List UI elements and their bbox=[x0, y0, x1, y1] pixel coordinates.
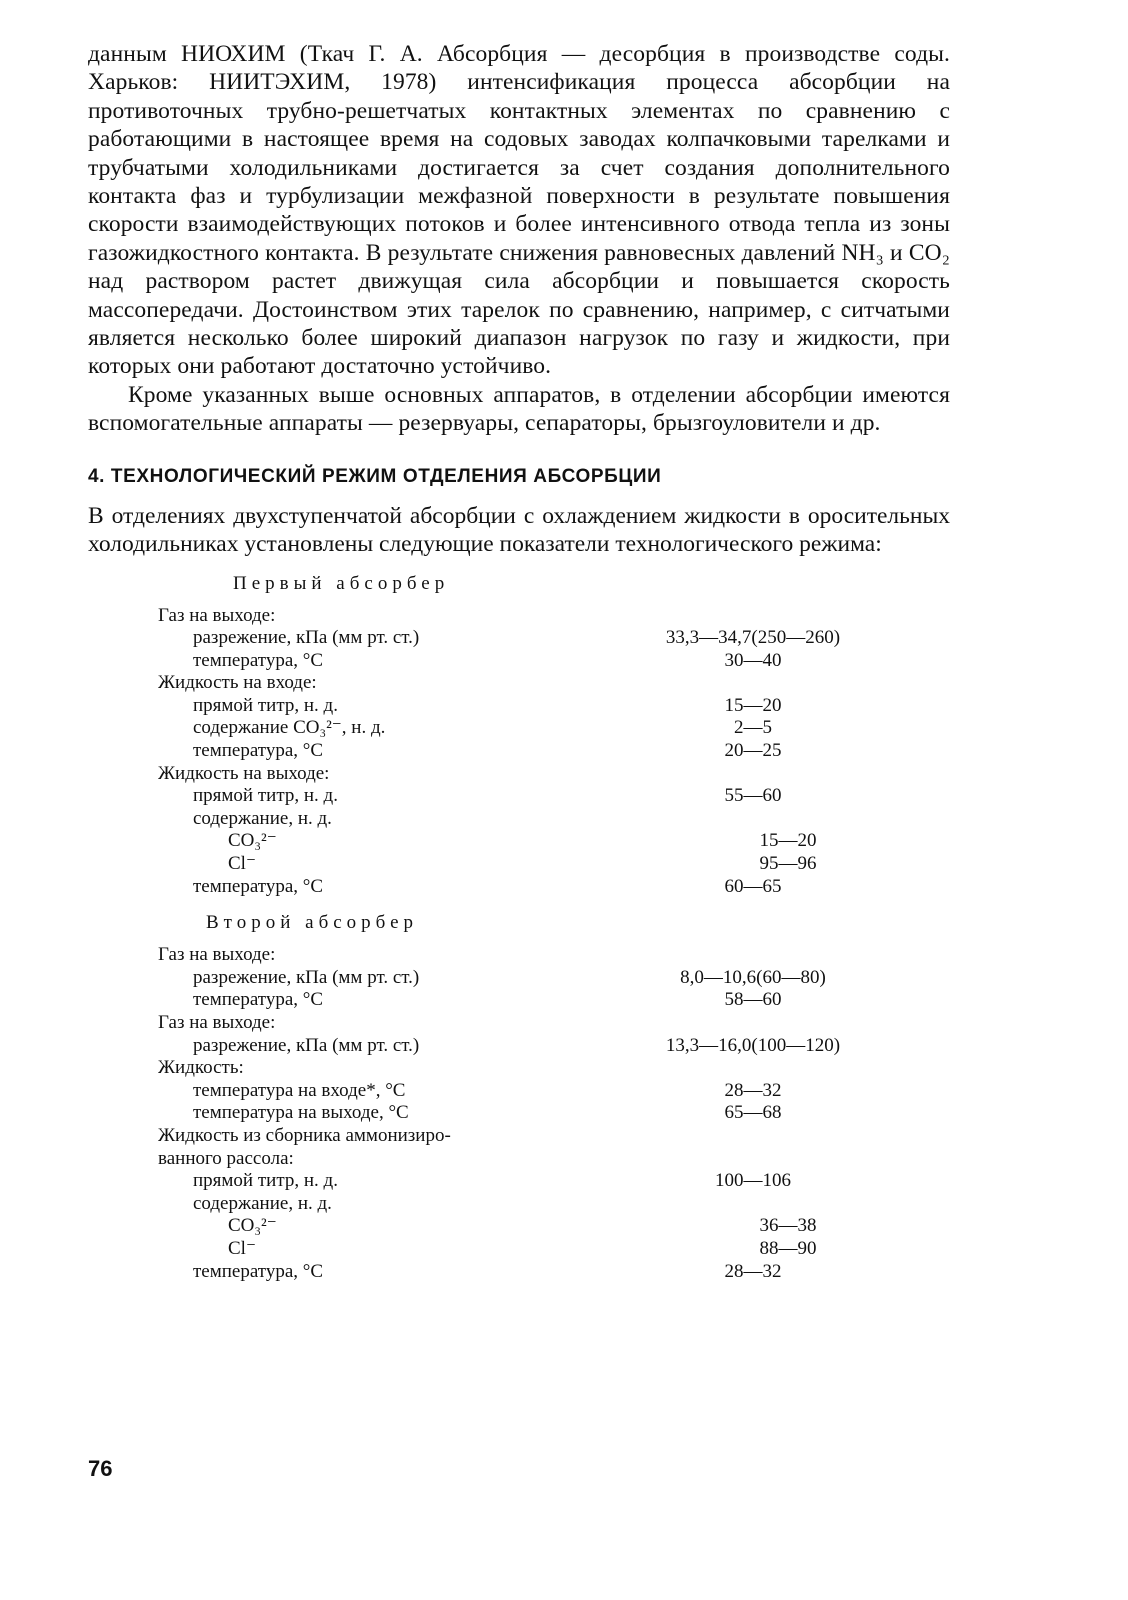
row-label: Жидкость из сборника аммонизиро- bbox=[158, 1124, 451, 1146]
row-value: 20—25 bbox=[724, 740, 782, 762]
row-label: Жидкость на входе: bbox=[158, 672, 317, 694]
row-label: температура, °С bbox=[193, 989, 324, 1011]
table-row bbox=[158, 1238, 938, 1261]
row-value: 15—20 bbox=[724, 694, 782, 716]
row-value bbox=[618, 1012, 818, 1035]
table-row bbox=[158, 876, 938, 899]
table-row bbox=[158, 944, 938, 967]
body-paragraph-2: Кроме указанных выше основных аппаратов, в отделении абсорбции имеются вспомогательные аппараты — резервуары, сепараторы, брызгоуловители и др. bbox=[88, 381, 950, 437]
row-label: ванного рассола: bbox=[158, 1147, 294, 1169]
table-row bbox=[158, 627, 938, 650]
row-label: Cl⁻ bbox=[228, 1237, 256, 1259]
row-value bbox=[618, 1125, 818, 1148]
row-label: прямой титр, н. д. bbox=[193, 694, 338, 716]
row-label: CO₃²⁻ bbox=[228, 830, 277, 852]
row-value: 100—106 bbox=[715, 1170, 791, 1192]
row-value: 55—60 bbox=[724, 785, 782, 807]
document-page bbox=[88, 40, 950, 1283]
row-label: прямой титр, н. д. bbox=[193, 1170, 338, 1192]
table-row bbox=[158, 650, 938, 673]
row-label: разрежение, кПа (мм рт. ст.) bbox=[193, 966, 420, 988]
row-label: температура на выходе, °С bbox=[193, 1102, 409, 1124]
first-absorber-title: Первый абсорбер bbox=[233, 572, 450, 594]
table-row bbox=[158, 1148, 938, 1171]
row-value: 36—38 bbox=[759, 1215, 817, 1237]
table-row bbox=[158, 989, 938, 1012]
row-label: Газ на выходе: bbox=[158, 604, 276, 626]
row-value bbox=[653, 1193, 853, 1216]
table-row bbox=[158, 763, 938, 786]
row-value: 60—65 bbox=[724, 875, 782, 897]
table-row bbox=[158, 1261, 938, 1284]
row-value bbox=[618, 672, 818, 695]
row-label: Жидкость на выходе: bbox=[158, 762, 330, 784]
table-row bbox=[158, 672, 938, 695]
row-value: 58—60 bbox=[724, 989, 782, 1011]
row-label: температура, °С bbox=[193, 1260, 324, 1282]
row-value: 28—32 bbox=[724, 1260, 782, 1282]
row-label: Жидкость: bbox=[158, 1057, 244, 1079]
table-row bbox=[158, 1012, 938, 1035]
table-row bbox=[158, 808, 938, 831]
row-value: 28—32 bbox=[724, 1079, 782, 1101]
table-row bbox=[158, 785, 938, 808]
row-value: 95—96 bbox=[759, 853, 817, 875]
row-label: содержание, н. д. bbox=[193, 1192, 332, 1214]
row-value: 13,3—16,0(100—120) bbox=[665, 1034, 841, 1056]
table-row bbox=[158, 695, 938, 718]
row-value bbox=[618, 944, 818, 967]
page-number: 76 bbox=[88, 1456, 113, 1481]
table-row bbox=[158, 1102, 938, 1125]
table-row bbox=[158, 1215, 938, 1238]
row-label: Газ на выходе: bbox=[158, 944, 276, 966]
row-label: разрежение, кПа (мм рт. ст.) bbox=[193, 1034, 420, 1056]
section-heading: 4. ТЕХНОЛОГИЧЕСКИЙ РЕЖИМ ОТДЕЛЕНИЯ АБСОРБЦИИ bbox=[88, 465, 662, 487]
table-row bbox=[158, 1170, 938, 1193]
row-value: 65—68 bbox=[724, 1102, 782, 1124]
row-value: 30—40 bbox=[724, 649, 782, 671]
row-value bbox=[618, 1057, 818, 1080]
table-row bbox=[158, 717, 938, 740]
table-row bbox=[158, 605, 938, 628]
row-label: содержание CO₃²⁻, н. д. bbox=[193, 717, 386, 739]
row-value: 33,3—34,7(250—260) bbox=[665, 627, 841, 649]
row-value bbox=[618, 605, 818, 628]
table-row bbox=[158, 1080, 938, 1103]
row-label: температура на входе*, °С bbox=[193, 1079, 406, 1101]
row-value: 2—5 bbox=[734, 717, 772, 739]
row-label: температура, °С bbox=[193, 875, 324, 897]
row-label: прямой титр, н. д. bbox=[193, 785, 338, 807]
row-value: 15—20 bbox=[759, 830, 817, 852]
table-row bbox=[158, 830, 938, 853]
table-row bbox=[158, 1057, 938, 1080]
row-value: 88—90 bbox=[759, 1237, 817, 1259]
second-absorber-table bbox=[158, 944, 938, 1283]
body-paragraph-1: данным НИОХИМ (Ткач Г. А. Абсорбция — десорбция в производстве соды. Харьков: НИИТЭХИМ, 1978) интенсификация процесса абсорбции на противоточных трубно-решетчатых контактных элементах по сравнению с работающими в настоящее время на содовых заводах колпачковыми тарелками и трубчатыми холодильниками достигается за счет создания дополнительного контакта фаз и турбулизации межфазной поверхности в результате повышения скорости взаимодействующих потоков и более интенсивного отвода тепла из зоны газожидкостного контакта. В результате снижения равновесных давлений NH₃ и CO₂ над раствором растет движущая сила абсорбции и повышается скорость массопередачи. Достоинством этих тарелок по сравнению, например, с ситчатыми является несколько более широкий диапазон нагрузок по газу и жидкости, при которых они работают достаточно устойчиво. bbox=[88, 41, 950, 380]
row-label: температура, °С bbox=[193, 740, 324, 762]
table-row bbox=[158, 740, 938, 763]
row-label: температура, °С bbox=[193, 649, 324, 671]
row-value: 8,0—10,6(60—80) bbox=[680, 966, 826, 988]
table-row bbox=[158, 1125, 938, 1148]
first-absorber-table bbox=[158, 605, 938, 899]
table-row bbox=[158, 967, 938, 990]
row-label: CO₃²⁻ bbox=[228, 1215, 277, 1237]
row-value bbox=[618, 1148, 818, 1171]
row-value bbox=[618, 763, 818, 786]
row-label: разрежение, кПа (мм рт. ст.) bbox=[193, 627, 420, 649]
table-row bbox=[158, 1035, 938, 1058]
row-value bbox=[653, 808, 853, 831]
row-label: Cl⁻ bbox=[228, 853, 256, 875]
table-row bbox=[158, 1193, 938, 1216]
table-row bbox=[158, 853, 938, 876]
second-absorber-title: Второй абсорбер bbox=[206, 912, 419, 934]
row-label: Газ на выходе: bbox=[158, 1012, 276, 1033]
section-intro: В отделениях двухступенчатой абсорбции с охлаждением жидкости в оросительных холодильниках установлены следующие показатели технологического режима: bbox=[88, 502, 950, 558]
row-label: содержание, н. д. bbox=[193, 807, 332, 829]
